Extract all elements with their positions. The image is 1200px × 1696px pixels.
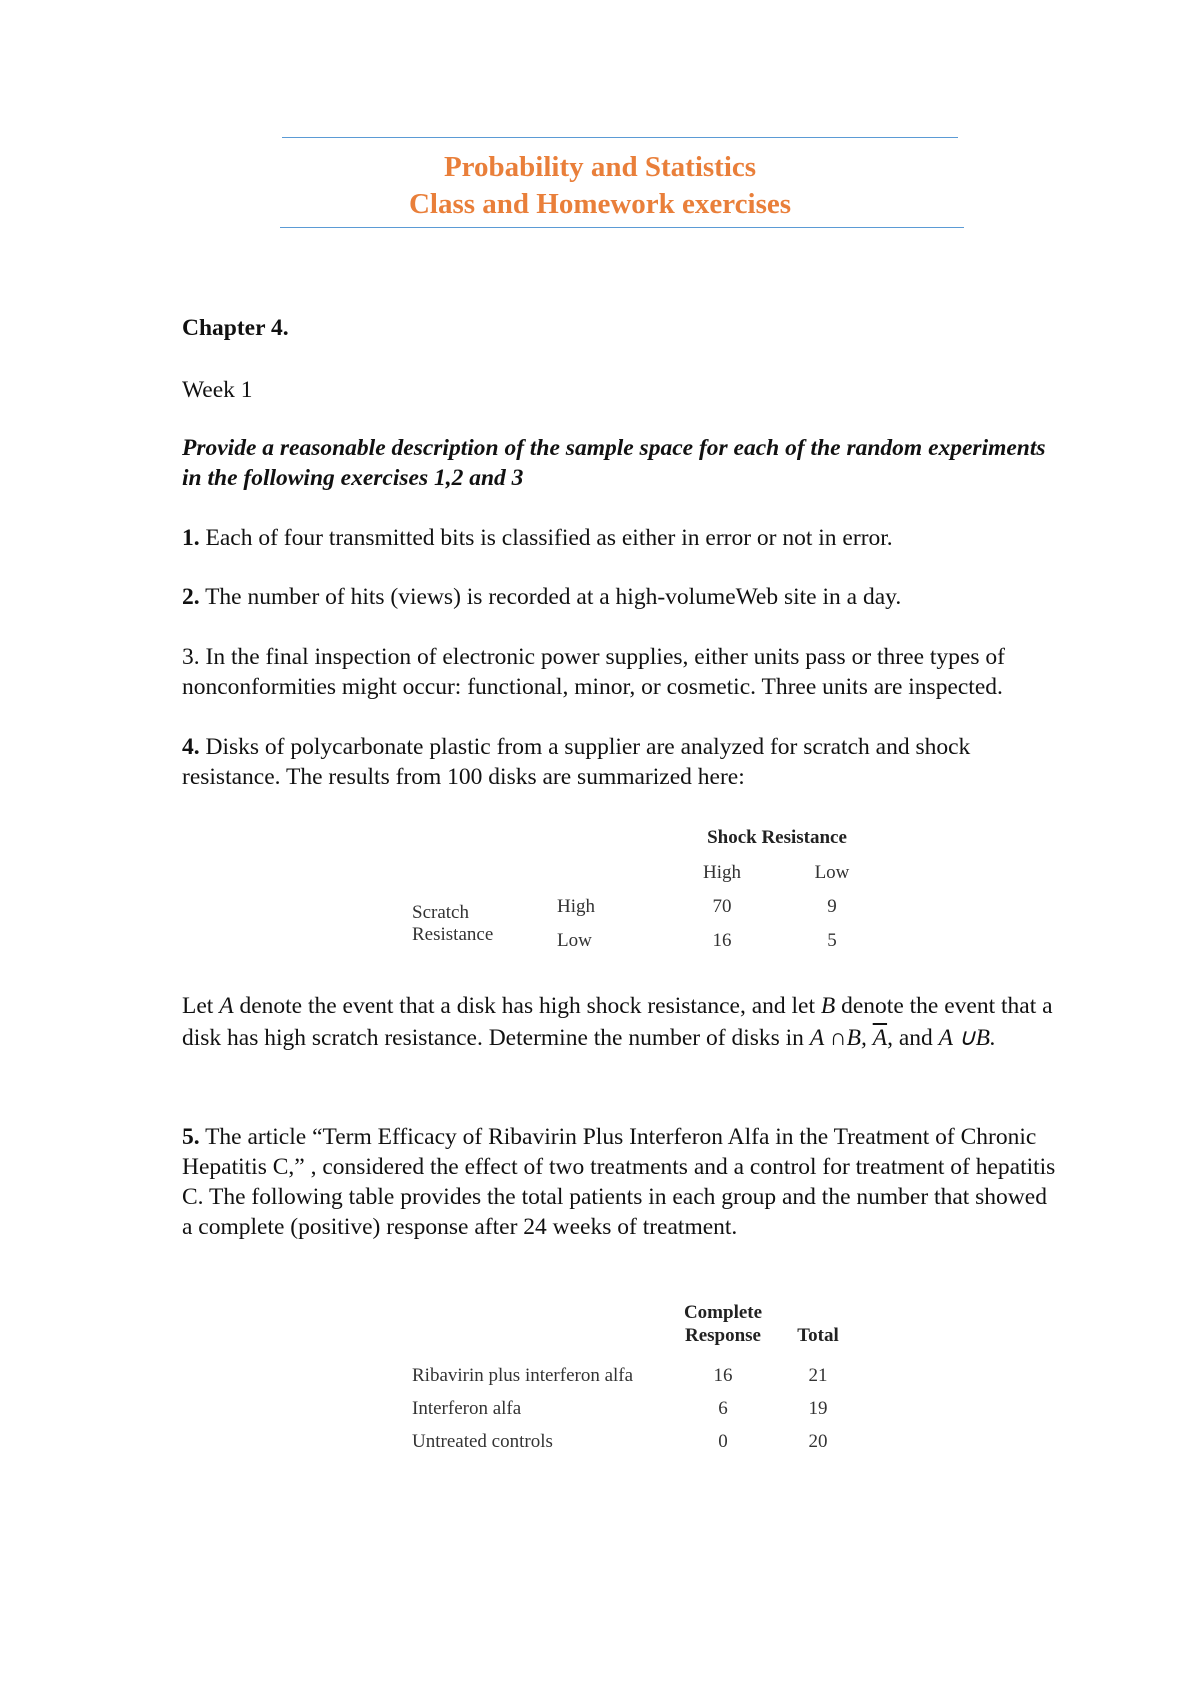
header-total: Total: [797, 1325, 839, 1346]
var-b: B: [820, 993, 836, 1019]
exercise-4-number: 4.: [182, 734, 200, 760]
var-a: A: [219, 993, 234, 1019]
exercise-4-question: [182, 990, 1062, 1054]
expr-union: A ∪B.: [938, 1025, 996, 1051]
page-title-line2: Class and Homework exercises: [408, 188, 792, 220]
exercise-4: [182, 732, 1062, 792]
exercise-5: [182, 1122, 1062, 1242]
exercise-4-text: Disks of polycarbonate plastic from a supplier are analyzed for scratch and shock resistance. The results from 100 disks are summarized here:: [182, 734, 971, 790]
col-header-low: Low: [814, 862, 850, 883]
table-row: [412, 1425, 858, 1458]
row-label: Ribavirin plus interferon alfa: [412, 1364, 634, 1386]
cell-low-low: 5: [827, 930, 837, 951]
header-response-line1: Complete: [683, 1301, 763, 1323]
row-header-high: High: [557, 896, 595, 917]
row-total: 21: [808, 1364, 828, 1386]
question-and: , and: [887, 1025, 939, 1051]
table-row: [412, 1359, 858, 1392]
col-group-header: Shock Resistance: [707, 827, 847, 848]
row-total: 20: [808, 1430, 828, 1452]
question-text-1: Let: [182, 993, 220, 1019]
row-group-header-line2: Resistance: [412, 924, 494, 945]
chapter-heading: Chapter 4.: [182, 315, 289, 341]
instruction-text: Provide a reasonable description of the sample space for each of the random experiments in the following exercises 1,2 and 3: [182, 435, 1046, 491]
cell-high-high: 70: [712, 896, 732, 917]
row-response: 0: [718, 1430, 728, 1452]
exercise-3-number: 3.: [182, 644, 200, 670]
row-response: 16: [713, 1364, 733, 1386]
header-bottom-rule: [280, 227, 964, 228]
row-total: 19: [808, 1397, 828, 1419]
header-response-line2: Response: [684, 1325, 761, 1346]
row-group-header-line1: Scratch: [412, 902, 469, 923]
exercise-2: [182, 582, 1062, 612]
expr-intersection: A ∩B,: [809, 1025, 867, 1051]
exercise-5-number: 5.: [182, 1124, 200, 1150]
exercise-1-number: 1.: [182, 525, 200, 551]
exercise-1-text: Each of four transmitted bits is classified as either in error or not in error.: [199, 525, 893, 551]
row-response: 6: [718, 1397, 728, 1419]
row-label: Untreated controls: [412, 1430, 553, 1452]
exercise-1: [182, 523, 1062, 553]
question-text-3: denote the event that a disk has high scratch resistance. Determine the number of disks in: [182, 993, 1053, 1051]
row-header-low: Low: [557, 930, 592, 951]
treatment-table: [412, 1300, 858, 1458]
col-header-high: High: [703, 862, 741, 883]
table-row: [412, 1392, 858, 1425]
page-title-line1: Probability and Statistics: [443, 151, 757, 183]
exercise-3-text: In the final inspection of electronic power supplies, either units pass or three types of nonconformities might occur: functional, minor, or cosmetic. Three units are inspected.: [182, 644, 1005, 700]
exercise-3: [182, 642, 1062, 702]
header-top-rule: [282, 137, 958, 138]
expr-complement: $\overline{A}$: [872, 1025, 888, 1051]
exercise-2-text: The number of hits (views) is recorded at a high-volumeWeb site in a day.: [199, 584, 902, 610]
exercise-2-number: 2.: [182, 584, 200, 610]
cell-high-low: 9: [827, 896, 837, 917]
exercise-5-text: The article “Term Efficacy of Ribavirin Plus Interferon Alfa in the Treatment of Chronic Hepatitis C,” , considered the effect of two treatments and a control for treatment of hepatitis C. The following table provides the total patients in each group and the number that showed a complete (positive) response after 24 weeks of treatment.: [182, 1124, 1056, 1240]
cell-low-high: 16: [712, 930, 732, 951]
week-label: Week 1: [182, 377, 253, 403]
shock-scratch-table: [412, 820, 887, 958]
row-label: Interferon alfa: [412, 1397, 522, 1419]
question-text-2: denote the event that a disk has high shock resistance, and let: [233, 993, 821, 1019]
